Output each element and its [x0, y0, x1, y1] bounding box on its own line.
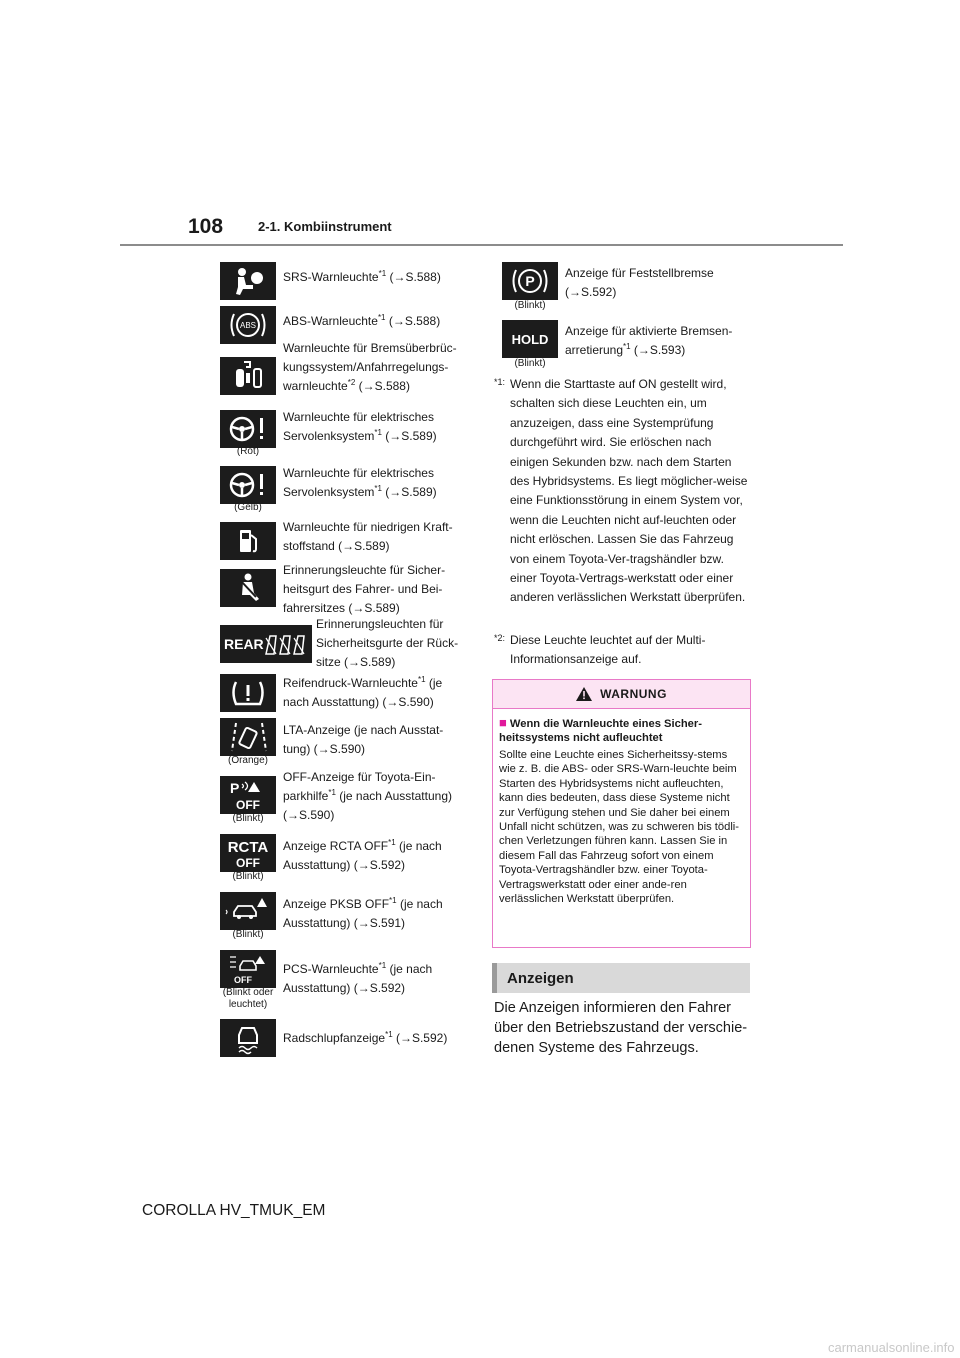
footnote-ref: *1 [385, 1030, 393, 1039]
text-segment: (→S.592) [565, 285, 617, 299]
text-segment: heitsgurt des Fahrer- und Bei- [283, 582, 443, 596]
text-line [283, 693, 473, 712]
rear-label: REAR [224, 636, 264, 652]
text-line [283, 537, 473, 556]
warning-box [492, 679, 751, 948]
text-segment: PCS-Warnleuchte [283, 962, 379, 976]
indicator-caption: (Rot) [236, 446, 260, 457]
footnote-ref: *1 [378, 961, 387, 970]
footnote-ref: *1 [374, 428, 382, 437]
indicator-text [283, 1029, 473, 1048]
text-segment: (je nach [396, 897, 443, 911]
footnote-ref: *1 [377, 313, 386, 322]
indicator-caption: (Blinkt) [514, 300, 546, 311]
warning-title [499, 716, 744, 745]
abs-icon [220, 306, 276, 344]
rear-seatbelt-icon [220, 625, 312, 663]
indicator-text [283, 674, 473, 712]
pcs-icon [220, 950, 276, 988]
footnote-ref: *1 [389, 896, 397, 905]
text-segment: Warnleuchte für elektrisches [283, 466, 434, 480]
text-line [283, 408, 473, 427]
text-line [283, 806, 473, 825]
text-line [283, 518, 473, 537]
text-segment: (je nach Ausstattung) [335, 789, 452, 803]
text-segment: ABS-Warnleuchte [283, 314, 378, 328]
indicator-text [283, 768, 473, 825]
text-line [316, 634, 506, 653]
seatbelt-icon [220, 569, 276, 607]
rcta-label: RCTA [227, 839, 269, 856]
indicator-row [220, 522, 470, 564]
footnote-ref: *1 [374, 484, 382, 493]
text-line [283, 979, 473, 998]
indicator-text [283, 721, 473, 759]
indicator-text [316, 615, 506, 672]
text-segment: Ausstattung) (→S.591) [283, 916, 406, 930]
indicator-text [283, 518, 473, 556]
off-label: OFF [234, 975, 252, 985]
rcta-off-icon [220, 834, 276, 872]
text-line [283, 740, 473, 759]
indicator-text [283, 268, 473, 287]
steering-warning-icon [220, 410, 276, 448]
airbag-icon [220, 262, 276, 300]
text-segment: Servolenksystem [283, 485, 375, 499]
warning-title-text: Wenn die Warnleuchte eines Sicher-heitssystems nicht aufleuchtet [499, 718, 702, 744]
text-line [283, 837, 473, 856]
indicator-text [283, 895, 473, 933]
abs-icon-label: ABS [239, 321, 257, 330]
text-line [316, 615, 506, 634]
tire-pressure-icon [220, 674, 276, 712]
indicator-row [220, 563, 470, 617]
text-line [283, 960, 473, 979]
indicator-text [565, 322, 755, 360]
indicator-text [283, 312, 473, 331]
indicator-text [283, 960, 473, 998]
fuel-icon [220, 522, 276, 560]
text-line [565, 322, 755, 341]
text-line [283, 464, 473, 483]
text-segment: (→S.590) [283, 808, 335, 822]
text-segment: Warnleuchte für niedrigen Kraft- [283, 520, 453, 534]
text-line [283, 895, 473, 914]
text-segment: Servolenksystem [283, 429, 375, 443]
text-line [283, 721, 473, 740]
watermark: carmanualsonline.info [828, 1340, 955, 1355]
steering-warning-icon [220, 466, 276, 504]
indicator-text [283, 837, 473, 875]
footnote-ref: *1 [378, 269, 387, 278]
pksb-off-icon [220, 892, 276, 930]
off-label: OFF [236, 856, 260, 870]
text-segment: (→S.589) [381, 429, 437, 443]
text-line [283, 358, 473, 377]
text-segment: Anzeige für Feststellbremse [565, 266, 714, 280]
text-segment: Radschlupfanzeige [283, 1031, 386, 1045]
indicator-row [220, 718, 470, 768]
text-segment: (je nach [395, 839, 442, 853]
text-segment: Sicherheitsgurte der Rück- [316, 636, 459, 650]
page-number: 108 [188, 215, 224, 238]
text-segment: stoffstand (→S.589) [283, 539, 390, 553]
warning-icon [576, 687, 592, 701]
indicator-caption: (Blinkt) [514, 358, 546, 369]
text-segment: (→S.588) [386, 270, 441, 284]
indicator-row [220, 950, 470, 1020]
footer-model: COROLLA HV_TMUK_EM [142, 1202, 326, 1219]
footnote-text: Diese Leuchte leuchtet auf der Multi-Informationsanzeige auf. [510, 633, 706, 667]
text-line [283, 561, 473, 580]
right-indicator-row [502, 262, 752, 312]
text-line [565, 283, 755, 302]
text-line [283, 674, 473, 693]
text-segment: parkhilfe [283, 789, 329, 803]
text-segment: LTA-Anzeige (je nach Ausstat- [283, 723, 444, 737]
indicator-row [220, 770, 470, 826]
text-segment: OFF-Anzeige für Toyota-Ein- [283, 770, 436, 784]
text-segment: Ausstattung) (→S.592) [283, 981, 406, 995]
text-segment: Anzeige PKSB OFF [283, 897, 390, 911]
indicator-text [565, 264, 755, 302]
text-segment: (→S.588) [355, 379, 410, 393]
bullet-square-icon: ■ [499, 715, 507, 730]
text-line [283, 312, 473, 331]
svg-text:P: P [525, 273, 535, 289]
header-rule [120, 244, 843, 246]
text-segment: (→S.589) [381, 485, 437, 499]
text-segment: sitze (→S.589) [316, 655, 396, 669]
indicator-row [220, 834, 470, 884]
text-line [565, 341, 755, 360]
anzeigen-heading: Anzeigen [492, 963, 750, 993]
text-segment: Anzeige für aktivierte Bremsen- [565, 324, 733, 338]
text-segment: (je [425, 676, 443, 690]
indicator-row [220, 466, 470, 516]
indicator-text [283, 339, 473, 396]
text-line [283, 787, 473, 806]
text-segment: Warnleuchte für Bremsüberbrüc- [283, 341, 457, 355]
footnote-marker: *1: [494, 377, 506, 387]
footnote-ref: *2 [347, 378, 356, 387]
text-segment: SRS-Warnleuchte [283, 270, 379, 284]
parking-brake-icon [502, 262, 558, 300]
indicator-row [220, 674, 470, 714]
text-segment: arretierung [565, 343, 624, 357]
indicator-caption: (Orange) [227, 755, 268, 766]
text-line [283, 339, 473, 358]
text-segment: Warnleuchte für elektrisches [283, 410, 434, 424]
text-segment: nach Ausstattung) (→S.590) [283, 695, 434, 709]
slip-icon [220, 1019, 276, 1057]
text-line [316, 653, 506, 672]
indicator-caption: (Blinkt) [232, 813, 264, 824]
footnote-ref: *1 [623, 342, 631, 351]
indicator-text [283, 561, 473, 618]
warning-body: Sollte eine Leuchte eines Sicherheitssy-stems wie z. B. die ABS- oder SRS-Warn-leuchte beim Starten des Hybridsystems nicht aufleuchten, kann dies bedeuten, dass diese Systeme nicht zur Verfügung stehen und Sie daher bei einem Unfall nicht schützen, was zu schweren bis tödli-chen Verletzungen führen kann. Lassen Sie in diesem Fall das Fahrzeug sofort von einem Toyota-Vertragshändler bzw. einer Toyota-Vertragswerkstatt oder einer ande-ren verlässlichen Werkstatt überprüfen. [499, 749, 740, 906]
section-title: 2-1. Kombiinstrument [258, 219, 392, 234]
text-segment: Erinnerungsleuchten für [316, 617, 444, 631]
footnote-ref: *1 [417, 675, 426, 684]
indicator-row [220, 892, 470, 942]
park-assist-off-icon [220, 776, 276, 814]
lta-icon [220, 718, 276, 756]
hold-label: HOLD [511, 332, 549, 347]
hold-icon [502, 320, 558, 358]
text-segment: kungssystem/Anfahrregelungs- [283, 360, 449, 374]
off-label: OFF [236, 798, 260, 812]
indicator-row [220, 262, 470, 302]
indicator-row [220, 341, 470, 404]
text-segment: Anzeige RCTA OFF [283, 839, 389, 853]
indicator-text [283, 464, 473, 502]
anzeigen-text: Die Anzeigen informieren den Fahrer über den Betriebszustand der verschie-denen Systeme des Fahrzeugs. [494, 1000, 748, 1056]
footnote-text: Wenn die Starttaste auf ON gestellt wird, schalten sich diese Leuchten ein, um anzuzeigen, dass eine Systemprüfung durchgeführt wird. Sie erlöschen nach einigen Sekunden bzw. nach dem Starten des Hybridsystems. Es liegt möglicher-weise eine Funktionsstörung in einem System vor, wenn die Leuchten nicht auf-leuchten oder nicht erlöschen. Lassen Sie das Fahrzeug von einem Toyota-Ver-tragshändler bzw. einer Toyota-Vertrags-werkstatt oder einer anderen verlässlichen Werkstatt überprüfen. [510, 377, 748, 605]
text-segment: Ausstattung) (→S.592) [283, 858, 406, 872]
text-line [283, 914, 473, 933]
text-line [283, 483, 473, 502]
footnote-marker: *2: [494, 633, 506, 643]
text-segment: tung) (→S.590) [283, 742, 366, 756]
indicator-caption: (Blinkt) [232, 871, 264, 882]
text-segment: (→S.593) [630, 343, 686, 357]
indicator-text [283, 408, 473, 446]
text-segment: Erinnerungsleuchte für Sicher- [283, 563, 446, 577]
indicator-row [220, 617, 470, 669]
indicator-row [220, 410, 470, 460]
footnote-ref: *1 [328, 788, 336, 797]
footnote-ref: *1 [388, 838, 396, 847]
text-line [283, 768, 473, 787]
brake-override-icon [220, 357, 276, 395]
text-segment: Reifendruck-Warnleuchte [283, 676, 418, 690]
text-line [283, 268, 473, 287]
text-line [283, 856, 473, 875]
text-line [283, 427, 473, 446]
footnote-2 [494, 631, 750, 670]
indicator-caption: (Blinkt) [232, 929, 264, 940]
text-line [283, 1029, 473, 1048]
indicator-caption: (Blinkt oder leuchtet) [222, 987, 274, 1010]
text-segment: fahrersitzes (→S.589) [283, 601, 400, 615]
indicator-caption: (Gelb) [234, 502, 262, 513]
text-segment: (→S.588) [385, 314, 441, 328]
warning-header [493, 680, 750, 709]
text-segment: (je nach [386, 962, 433, 976]
text-line [283, 580, 473, 599]
text-line [565, 264, 755, 283]
warning-label: WARNUNG [600, 687, 667, 701]
right-indicator-row [502, 320, 752, 370]
footnote-1 [494, 375, 750, 608]
text-line [283, 377, 473, 396]
text-segment: (→S.592) [392, 1031, 448, 1045]
indicator-row [220, 1019, 470, 1059]
text-segment: warnleuchte [283, 379, 348, 393]
svg-text:P: P [230, 780, 240, 796]
